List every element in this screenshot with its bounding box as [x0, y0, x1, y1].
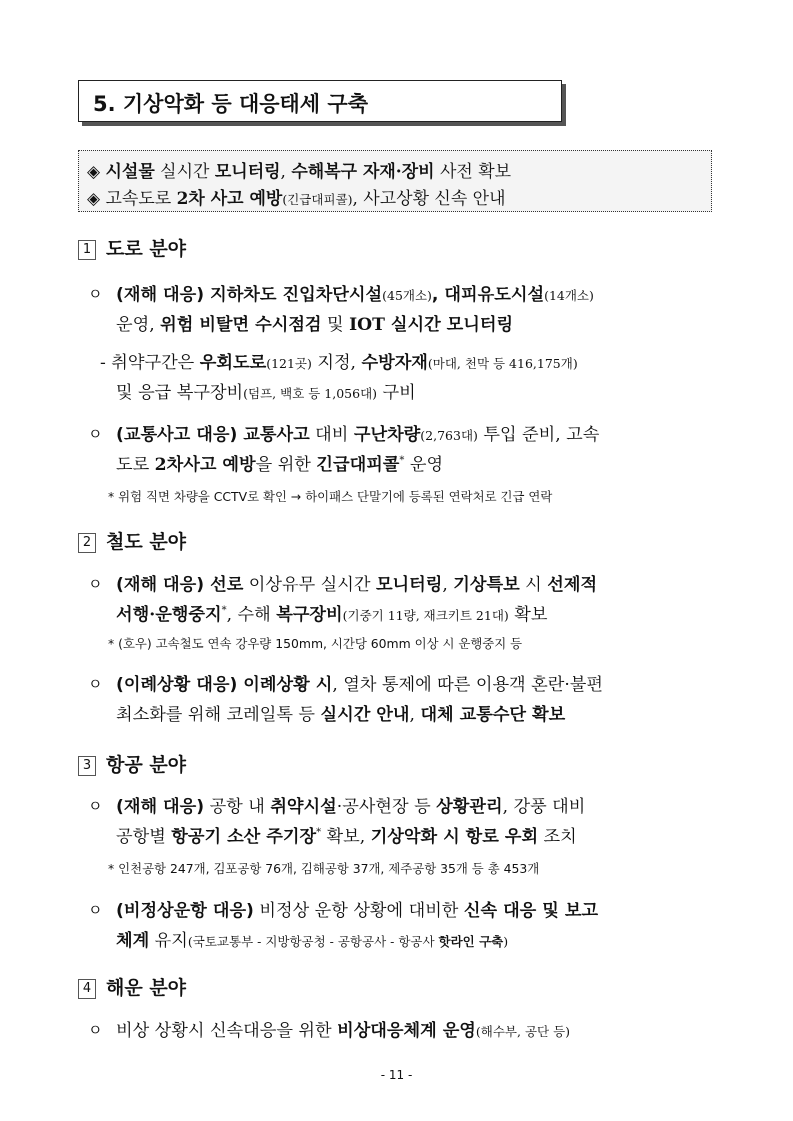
- bullet-icon: ㅇ: [88, 675, 103, 693]
- road-p1-line1: (재해 대응) 지하차도 진입차단시설(45개소), 대피유도시설(14개소): [116, 285, 594, 305]
- road-p3-line1: (교통사고 대응) 교통사고 대비 구난차량(2,763대) 투입 준비, 고속: [116, 425, 600, 445]
- rail-p2-line1: (이례상황 대응) 이례상황 시, 열차 통제에 따른 이용객 혼란·불편: [116, 675, 604, 695]
- section-title: 5. 기상악화 등 대응태세 구축: [93, 92, 368, 116]
- rail-footnote: * (호우) 고속철도 연속 강우량 150mm, 시간당 60mm 이상 시 운행중지 등: [108, 636, 523, 651]
- bullet-icon: ㅇ: [88, 285, 103, 303]
- summary-box: [78, 150, 712, 212]
- section-number: 1: [78, 240, 96, 260]
- air-p1-line2: 공항별 항공기 소산 주기장* 확보, 기상악화 시 항로 우회 조치: [116, 827, 577, 847]
- summary-line-1: ◈ 시설물 실시간 모니터링, 수해복구 자재·장비 사전 확보: [87, 162, 512, 182]
- section-title-box: [78, 80, 562, 122]
- sea-p1-line1: 비상 상황시 신속대응을 위한 비상대응체계 운영(해수부, 공단 등): [116, 1021, 571, 1041]
- section-number: 3: [78, 756, 96, 776]
- diamond-marker-icon: ◈: [87, 162, 101, 182]
- bullet-icon: ㅇ: [88, 901, 103, 919]
- road-p3-line2: 도로 2차사고 예방을 위한 긴급대피콜* 운영: [116, 455, 444, 475]
- section-number: 2: [78, 533, 96, 553]
- air-p2-line2: 체계 유지(국토교통부 - 지방항공청 - 공항공사 - 항공사 핫라인 구축): [116, 931, 509, 951]
- bullet-icon: ㅇ: [88, 1021, 103, 1039]
- air-p1-line1: (재해 대응) 공항 내 취약시설·공사현장 등 상황관리, 강풍 대비: [116, 797, 586, 817]
- summary-line-2: ◈ 고속도로 2차 사고 예방(긴급대피콜), 사고상황 신속 안내: [87, 189, 506, 209]
- bullet-icon: ㅇ: [88, 797, 103, 815]
- section-number: 4: [78, 979, 96, 999]
- rail-p1-line1: (재해 대응) 선로 이상유무 실시간 모니터링, 기상특보 시 선제적: [116, 575, 598, 595]
- bullet-icon: ㅇ: [88, 425, 103, 443]
- road-footnote: * 위험 직면 차량을 CCTV로 확인 → 하이패스 단말기에 등록된 연락처로 긴급 연락: [108, 489, 553, 504]
- road-p2-line2: 및 응급 복구장비(덤프, 백호 등 1,056대) 구비: [116, 383, 416, 403]
- section-heading-road: 1 도로 분야: [78, 234, 186, 261]
- rail-p1-line2: 서행·운행중지*, 수해 복구장비(기중기 11량, 재크키트 21대) 확보: [116, 605, 548, 625]
- road-p1-line2: 운영, 위험 비탈면 수시점검 및 IOT 실시간 모니터링: [116, 315, 514, 335]
- diamond-marker-icon: ◈: [87, 189, 101, 209]
- rail-p2-line2: 최소화를 위해 코레일톡 등 실시간 안내, 대체 교통수단 확보: [116, 705, 566, 725]
- bullet-icon: ㅇ: [88, 575, 103, 593]
- section-heading-air: 3 항공 분야: [78, 750, 186, 777]
- page-number: - 11 -: [380, 1068, 413, 1082]
- road-p2-line1: - 취약구간은 우회도로(121곳) 지정, 수방자재(마대, 천막 등 416,175개): [100, 353, 578, 373]
- section-heading-sea: 4 해운 분야: [78, 973, 186, 1000]
- section-heading-rail: 2 철도 분야: [78, 527, 186, 554]
- air-p2-line1: (비정상운항 대응) 비정상 운항 상황에 대비한 신속 대응 및 보고: [116, 901, 599, 921]
- air-footnote: * 인천공항 247개, 김포공항 76개, 김해공항 37개, 제주공항 35개 등 총 453개: [108, 861, 540, 876]
